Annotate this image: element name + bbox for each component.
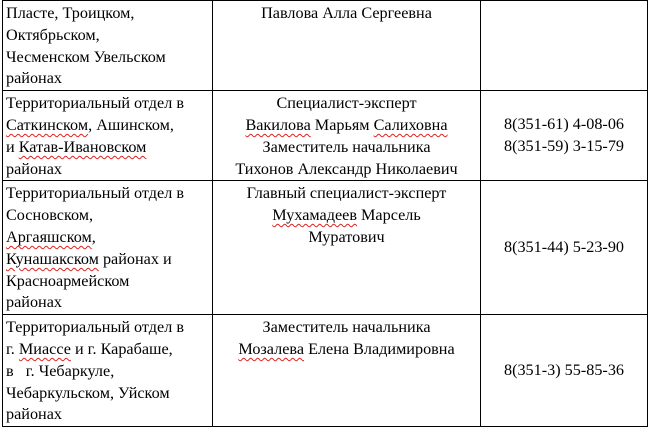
department-line: в г. Чебаркуле, xyxy=(6,361,115,380)
department-line: Чебаркульском, Уйском xyxy=(6,383,170,402)
phone-number: 8(351-61) 4-08-06 xyxy=(503,114,625,133)
table-row xyxy=(3,181,648,315)
staff-cell xyxy=(213,1,481,91)
department-line: Территориальный отдел в xyxy=(6,318,184,337)
department-line: Территориальный отдел в xyxy=(6,94,184,113)
phone-number: 8(351-3) 55-85-36 xyxy=(503,360,625,379)
department-cell xyxy=(3,91,213,181)
phone-cell xyxy=(481,181,648,315)
department-line: районах xyxy=(6,159,62,178)
phone-number: 8(351-44) 5-23-90 xyxy=(503,237,625,256)
department-line: Аргаяшском, xyxy=(6,227,96,246)
phone-number: 8(351-59) 3-15-79 xyxy=(503,136,625,155)
staff-line: Муратович xyxy=(308,227,385,246)
department-line: районах xyxy=(6,293,62,312)
department-line: и Катав-Ивановском xyxy=(6,137,147,156)
staff-line: Вакилова Марьям Салиховна xyxy=(245,115,448,134)
department-line: г. Миассе и г. Карабаше, xyxy=(6,339,173,358)
phone-cell xyxy=(481,315,648,427)
department-line: Кунашакском районах и xyxy=(6,249,172,268)
department-line: районах xyxy=(6,405,62,424)
contacts-table xyxy=(2,0,648,427)
department-line: Сосновском, xyxy=(6,206,94,225)
department-line: Саткинском, Ашинском, xyxy=(6,115,174,134)
staff-line: Павлова Алла Сергеевна xyxy=(261,4,432,22)
staff-line: Тихонов Александр Николаевич xyxy=(235,159,458,178)
staff-cell xyxy=(213,181,481,315)
table-row xyxy=(3,91,648,181)
phone-cell xyxy=(481,91,648,181)
staff-line: Мозалева Елена Владимировна xyxy=(238,339,455,358)
phone-cell xyxy=(481,1,648,91)
department-line: Октябрьском, xyxy=(6,25,100,44)
department-line: Красноармейском xyxy=(6,271,130,290)
table-row xyxy=(3,1,648,91)
department-line: Пласте, Троицком, xyxy=(6,4,135,22)
staff-line: Специалист-эксперт xyxy=(276,94,417,113)
staff-cell xyxy=(213,315,481,427)
department-cell xyxy=(3,1,213,91)
staff-line: Мухамадеев Марсель xyxy=(272,206,421,225)
staff-line: Главный специалист-эксперт xyxy=(246,184,447,203)
department-cell xyxy=(3,315,213,427)
department-cell xyxy=(3,181,213,315)
staff-cell xyxy=(213,91,481,181)
staff-line: Заместитель начальника xyxy=(262,137,431,156)
department-line: Чесменском Увельском xyxy=(6,47,166,66)
staff-line: Заместитель начальника xyxy=(262,318,431,337)
department-line: районах xyxy=(6,69,62,88)
department-line: Территориальный отдел в xyxy=(6,184,184,203)
table-row xyxy=(3,315,648,427)
